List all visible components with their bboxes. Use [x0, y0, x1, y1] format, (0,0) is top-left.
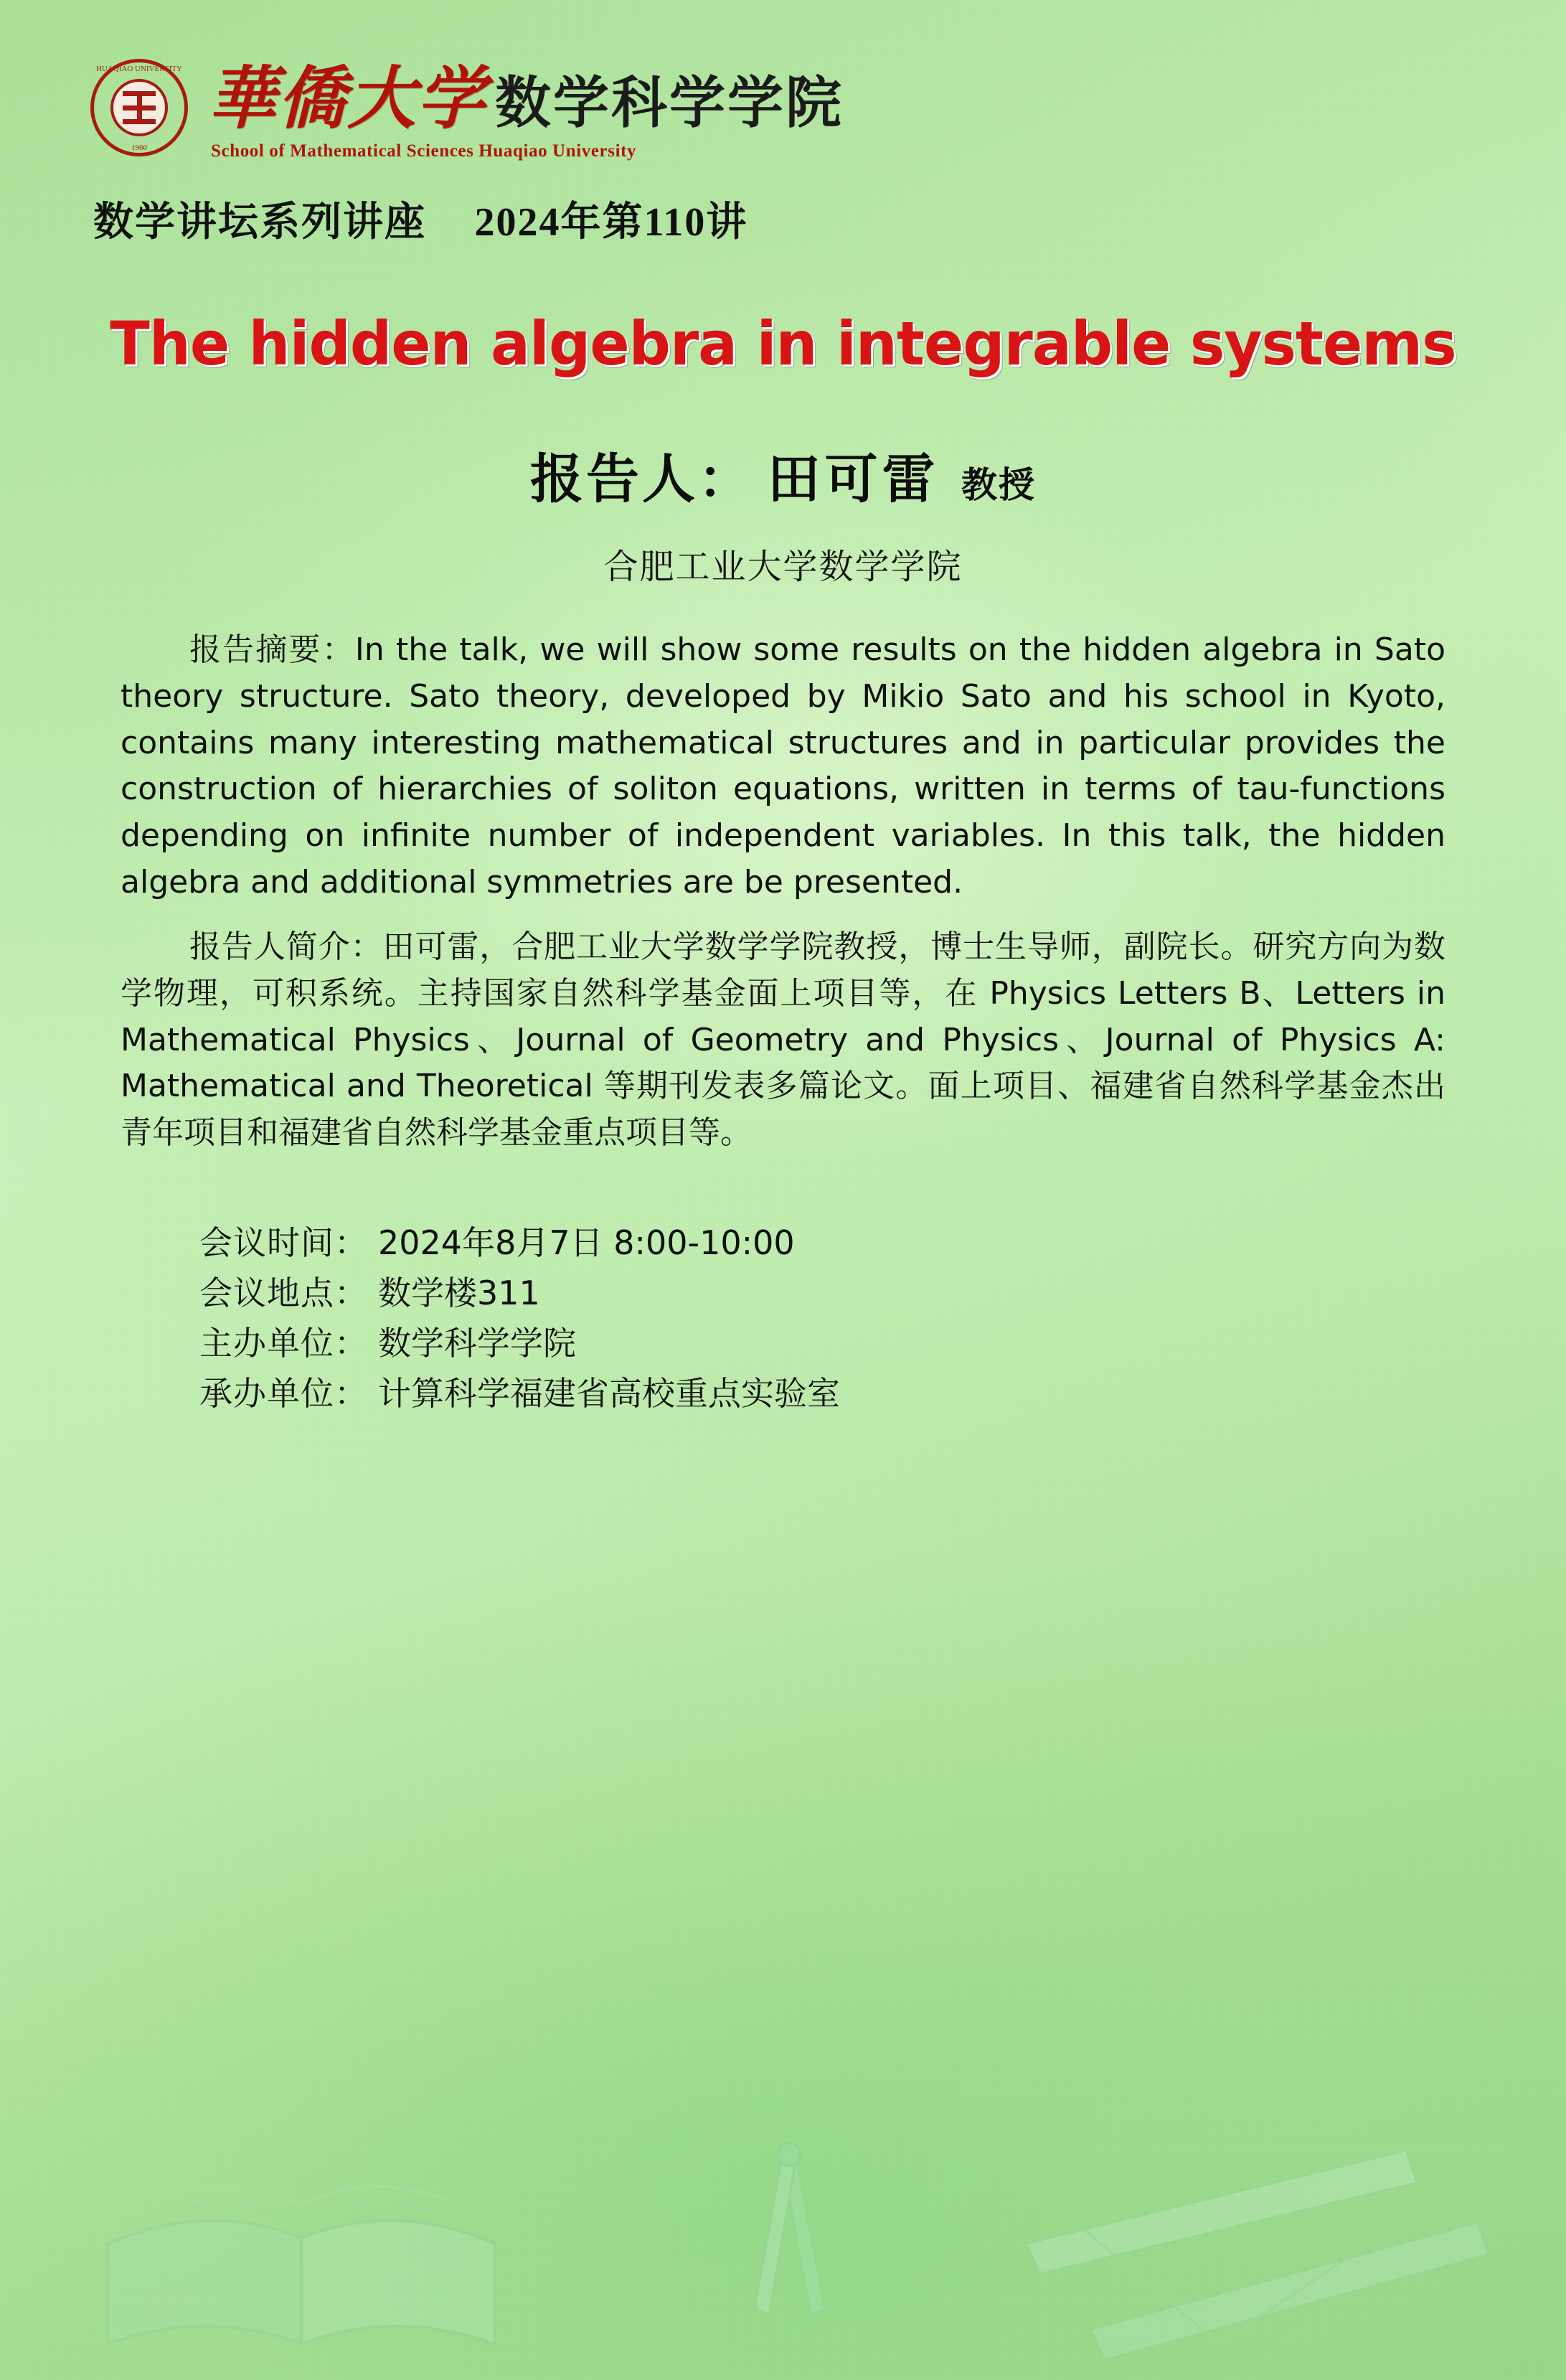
- speaker-rank: 教授: [961, 464, 1036, 507]
- university-seal-icon: [86, 55, 192, 161]
- lecture-series-number: 2024年第110讲: [474, 200, 748, 245]
- speaker-affiliation: 合肥工业大学数学学院: [603, 547, 963, 588]
- event-detail-time: [199, 1218, 1566, 1269]
- abstract-paragraph: 报告摘要：In the talk, we will show some results on the hidden algebra in Sato theory structure. Sato theory, developed by Mikio Sato and his school in Kyoto, contains many interesting mathematical structures and in particular provides the construction of hierarchies of soliton equations, written in terms of tau-functions depending on infinite number of independent variables. In this talk, the hidden algebra and additional symmetries are be presented.: [121, 631, 1445, 900]
- event-detail-organizer: [199, 1319, 1566, 1369]
- lecture-series-name: 数学讲坛系列讲座: [93, 198, 426, 245]
- school-name-cn: 数学科学学院: [495, 70, 844, 136]
- event-detail-host-value: 计算科学福建省高校重点实验室: [378, 1373, 840, 1413]
- speaker-label: 报告人：: [530, 448, 755, 511]
- speaker-name: 田可雷: [767, 448, 940, 511]
- seal-top-text: HUAQIAO UNIVERSITY: [95, 65, 183, 73]
- event-details-list: [199, 1218, 1566, 1419]
- event-detail-time-value: 2024年8月7日 8:00-10:00: [378, 1223, 795, 1262]
- event-detail-host: [199, 1369, 1566, 1419]
- speaker-row: [0, 437, 1566, 513]
- event-detail-organizer-value: 数学科学学院: [378, 1323, 576, 1363]
- event-detail-location: [199, 1269, 1566, 1319]
- event-detail-time-key: 会议时间：: [199, 1223, 368, 1262]
- event-detail-organizer-key: 主办单位：: [199, 1323, 368, 1363]
- school-name-en: School of Mathematical Sciences Huaqiao University: [211, 141, 637, 161]
- seal-bottom-text: 1960: [131, 144, 147, 152]
- lecture-series-line: [93, 190, 1566, 248]
- bio-paragraph: 报告人简介：田可雷，合肥工业大学数学学院教授，博士生导师，副院长。研究方向为数学物理，可积系统。主持国家自然科学基金面上项目等，在 Physics Letters B、Letters in Mathematical Physics、Journal of Geometry and Physics、Journal of Physics A: Mathematical and Theoretical 等期刊发表多篇论文。面上项目、福建省自然科学基金杰出青年项目和福建省自然科学基金重点项目等。: [121, 928, 1445, 1152]
- event-detail-host-key: 承办单位：: [199, 1373, 368, 1413]
- university-logo-header: [0, 0, 1566, 161]
- talk-title: The hidden algebra in integrable systems: [110, 309, 1456, 379]
- event-detail-location-value: 数学楼311: [378, 1273, 540, 1312]
- footer-decorative-art: [0, 2007, 1566, 2380]
- body-block: [121, 627, 1445, 1156]
- university-name-cn: 華僑大学: [208, 59, 487, 138]
- event-detail-location-key: 会议地点：: [199, 1273, 368, 1312]
